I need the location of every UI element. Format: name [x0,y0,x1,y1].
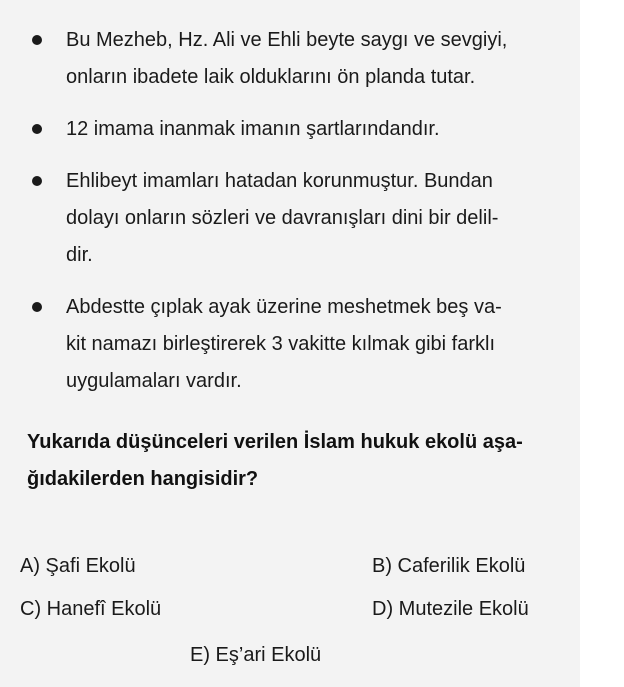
option-a[interactable]: A) Şafi Ekolü [20,555,136,577]
statement-list [30,22,570,415]
bullet-icon [32,35,42,45]
statement-line: Abdestte çıplak ayak üzerine meshetmek beş va- [66,296,502,318]
statement-line: dolayı onların sözleri ve davranışları dini bir delil- [66,207,499,229]
bullet-icon [32,176,42,186]
option-e[interactable]: E) Eş’ari Ekolü [190,644,322,666]
question-stem [27,424,577,498]
statement-item [30,22,570,96]
statement-item [30,111,570,148]
statement-line: onların ibadete laik olduklarını ön planda tutar. [66,66,476,88]
statement-item [30,163,570,274]
bullet-icon [32,302,42,312]
statement-item [30,289,570,400]
statement-line: uygulamaları vardır. [66,370,242,392]
statement-line: kit namazı birleştirerek 3 vakitte kılmak gibi farklı [66,333,496,355]
question-line: Yukarıda düşünceleri verilen İslam hukuk ekolü aşa- [27,431,523,453]
option-c[interactable]: C) Hanefî Ekolü [20,598,162,620]
option-d[interactable]: D) Mutezile Ekolü [372,598,529,620]
statement-line: 12 imama inanmak imanın şartlarındandır. [66,118,440,140]
bullet-icon [32,124,42,134]
option-b[interactable]: B) Caferilik Ekolü [372,555,526,577]
question-line: ğıdakilerden hangisidir? [27,468,259,490]
statement-line: dir. [66,244,93,266]
statement-line: Ehlibeyt imamları hatadan korunmuştur. Bundan [66,170,493,192]
statement-line: Bu Mezheb, Hz. Ali ve Ehli beyte saygı ve sevgiyi, [66,29,508,51]
